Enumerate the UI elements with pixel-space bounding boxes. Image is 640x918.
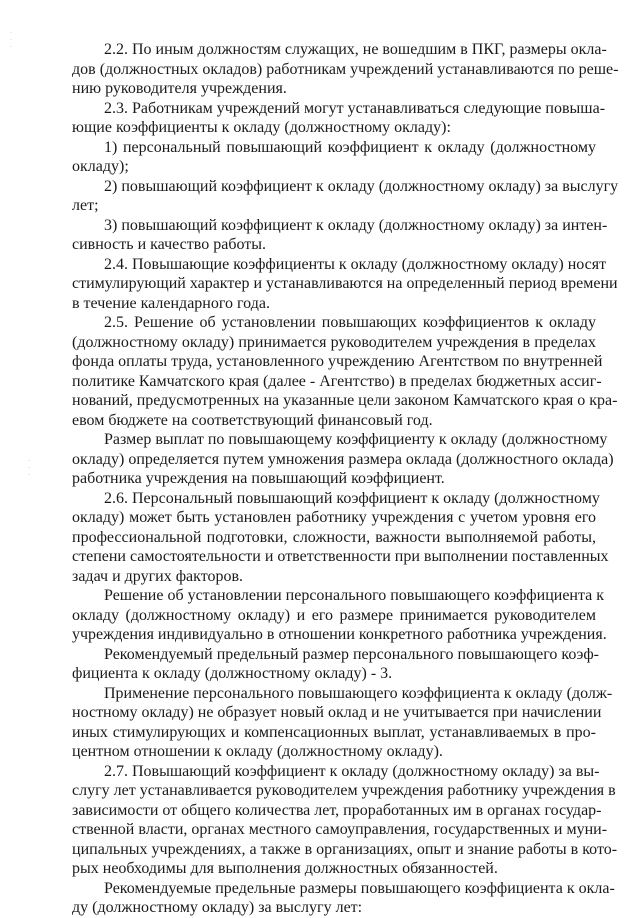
text-line: дов (должностных окладов) работникам учреждений устанавливаются по реше- xyxy=(72,60,619,78)
text-line: стимулирующий характер и устанавливаются на определенный период времени xyxy=(72,275,618,292)
text-line: евом бюджете на соответствующий финансовый год. xyxy=(72,411,433,429)
text-line: фонда оплаты труда, установленного учреждению Агентством по внутренней xyxy=(72,353,603,370)
paragraph xyxy=(72,430,614,489)
text-line: Решение об установлении персонального повышающего коэффициента к xyxy=(104,587,605,604)
paragraph xyxy=(72,40,619,99)
scan-speck: · · · xyxy=(28,458,33,479)
text-line: профессиональной подготовки, сложности, важности выполняемой работы, xyxy=(72,528,596,546)
text-line: зависимости от общего количества лет, проработанных им в органах государ- xyxy=(72,801,602,819)
paragraph xyxy=(72,879,615,918)
paragraph xyxy=(72,645,600,684)
text-line: окладу) может быть установлен работнику учреждения с учетом уровня его xyxy=(72,509,596,526)
text-line: Применение персонального повышающего коэффициента к окладу (долж- xyxy=(104,684,613,702)
text-line: Рекомендуемые предельные размеры повышающего коэффициента к окла- xyxy=(104,879,615,897)
scan-speck: · · · xyxy=(10,30,15,51)
text-line: 2.3. Работникам учреждений могут устанавливаться следующие повыша- xyxy=(104,99,606,117)
paragraph xyxy=(72,684,613,762)
text-line: ющие коэффициенты к окладу (должностному окладу): xyxy=(72,119,451,136)
text-line: слугу лет устанавливается руководителем учреждения работнику учреждения в xyxy=(72,782,616,799)
paragraph xyxy=(72,313,618,430)
paragraph xyxy=(72,177,619,216)
text-line: ственной власти, органах местного самоуправления, государственных и муни- xyxy=(72,821,608,838)
text-line: 2) повышающий коэффициент к окладу (должностному окладу) за выслугу xyxy=(104,177,619,195)
text-line: Размер выплат по повышающему коэффициенту к окладу (должностному xyxy=(104,431,608,448)
text-line: рых необходимы для выполнения должностных обязанностей. xyxy=(72,860,498,877)
text-line: фициента к окладу (должностному окладу) - 3. xyxy=(72,665,393,682)
text-line: иных стимулирующих и компенсационных выплат, устанавливаемых в про- xyxy=(72,723,596,741)
text-line: степени самостоятельности и ответственности при выполнении поставленных xyxy=(72,548,609,565)
text-line: окладу (должностному окладу) и его размере принимается руководителем xyxy=(72,606,596,624)
paragraph xyxy=(72,138,596,177)
text-line: ностному окладу) не образует новый оклад и не учитывается при начислении xyxy=(72,704,602,721)
text-line: 2.7. Повышающий коэффициент к окладу (должностному окладу) за вы- xyxy=(104,762,600,780)
paragraph xyxy=(72,255,618,314)
text-line: нию руководителя учреждения. xyxy=(72,80,287,97)
text-line: 2.2. По иным должностям служащих, не вошедшим в ПКГ, размеры окла- xyxy=(104,41,607,58)
paragraph xyxy=(72,489,609,587)
text-line: задач и других факторов. xyxy=(72,567,244,585)
text-line: сивность и качество работы. xyxy=(72,236,266,253)
text-line: Рекомендуемый предельный размер персонального повышающего коэф- xyxy=(104,645,600,663)
text-line: учреждения индивидуально в отношении конкретного работника учреждения. xyxy=(72,626,607,643)
paragraph xyxy=(72,762,618,879)
text-line: ципальных учреждениях, а также в организациях, опыт и знание работы в кото- xyxy=(72,840,618,858)
text-line: 2.6. Персональный повышающий коэффициент к окладу (должностному xyxy=(104,489,600,507)
text-line: ду (должностному окладу) за выслугу лет: xyxy=(72,899,363,916)
text-line: нований, предусмотренных на указанные цели законом Камчатского края о кра- xyxy=(72,392,618,409)
text-line: в течение календарного года. xyxy=(72,294,270,312)
document-body xyxy=(72,40,619,918)
text-line: работника учреждения на повышающий коэффициент. xyxy=(72,470,445,487)
paragraph xyxy=(72,216,608,255)
text-line: лет; xyxy=(72,197,99,214)
paragraph xyxy=(72,586,607,645)
text-line: 2.4. Повышающие коэффициенты к окладу (должностному окладу) носят xyxy=(104,255,607,273)
text-line: окладу); xyxy=(72,158,129,175)
text-line: (должностному окладу) принимается руководителем учреждения в пределах xyxy=(72,333,596,351)
text-line: центном отношении к окладу (должностному окладу). xyxy=(72,743,443,760)
paragraph xyxy=(72,99,606,138)
text-line: окладу) определяется путем умножения размера оклада (должностного оклада) xyxy=(72,450,614,468)
text-line: 3) повышающий коэффициент к окладу (должностному окладу) за интен- xyxy=(104,216,608,234)
text-line: политике Камчатского края (далее - Агентство) в пределах бюджетных ассиг- xyxy=(72,372,602,390)
text-line: 2.5. Решение об установлении повышающих коэффициентов к окладу xyxy=(104,314,596,331)
text-line: 1) персональный повышающий коэффициент к окладу (должностному xyxy=(104,138,596,156)
